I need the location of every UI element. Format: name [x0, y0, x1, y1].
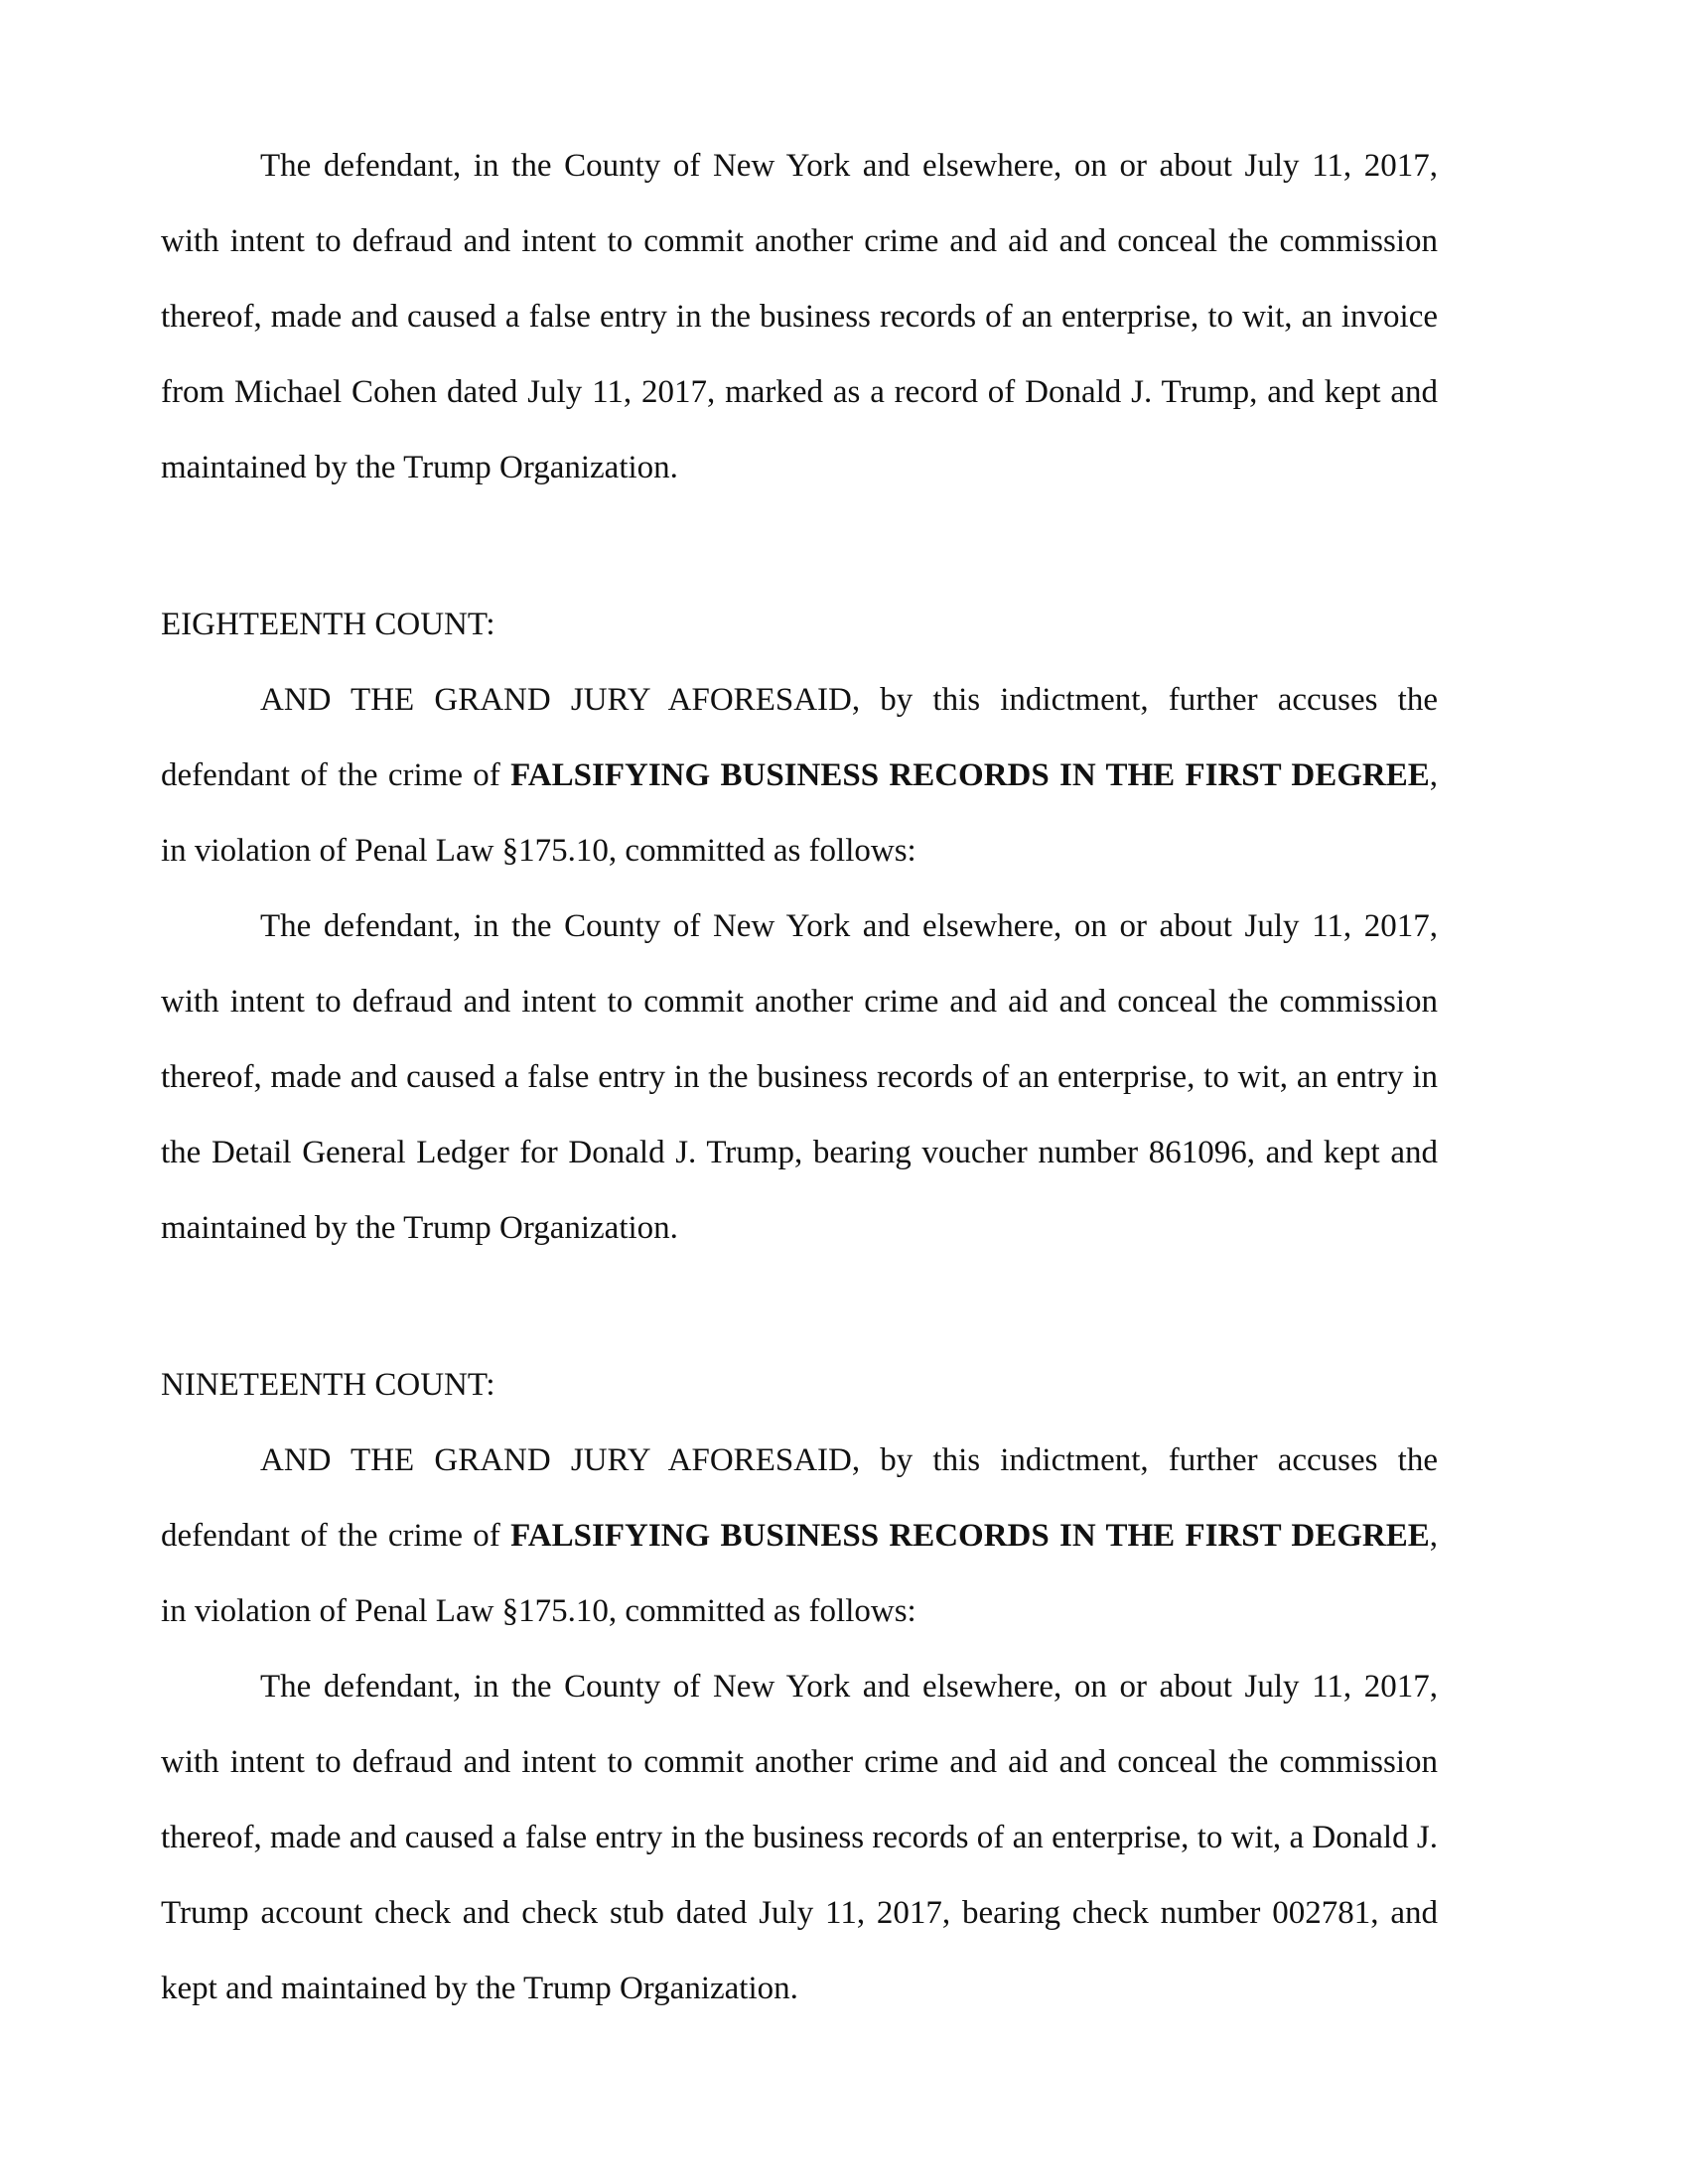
nineteenth-count-details-paragraph: The defendant, in the County of New York and elsewhere, on or about July 11, 2017, with intent to defraud and intent to commit another crime and aid and conceal the commission thereof, made and caused a false entry in the business records of an enterprise, to wit, a Donald J. Trump account check and check stub dated July 11, 2017, bearing check number 002781, and kept and maintained by the Trump Organization. [161, 1669, 1438, 2006]
nineteenth-count-heading: NINETEENTH COUNT: [161, 1367, 495, 1403]
accusation-text-after: , in violation of Penal Law §175.10, committed as follows: [161, 757, 1438, 869]
crime-name: FALSIFYING BUSINESS RECORDS IN THE FIRST DEGREE [510, 757, 1430, 793]
eighteenth-count-details-paragraph: The defendant, in the County of New York and elsewhere, on or about July 11, 2017, with intent to defraud and intent to commit another crime and aid and conceal the commission thereof, made and caused a false entry in the business records of an enterprise, to wit, an entry in the Detail General Ledger for Donald J. Trump, bearing voucher number 861096, and kept and maintained by the Trump Organization. [161, 908, 1438, 1246]
document-page [161, 128, 1438, 2026]
crime-name: FALSIFYING BUSINESS RECORDS IN THE FIRST DEGREE [510, 1518, 1430, 1554]
accusation-text-after: , in violation of Penal Law §175.10, committed as follows: [161, 1518, 1438, 1629]
seventeenth-count-details-paragraph: The defendant, in the County of New York and elsewhere, on or about July 11, 2017, with intent to defraud and intent to commit another crime and aid and conceal the commission thereof, made and caused a false entry in the business records of an enterprise, to wit, an invoice from Michael Cohen dated July 11, 2017, marked as a record of Donald J. Trump, and kept and maintained by the Trump Organization. [161, 148, 1438, 485]
accusation-text-before: AND THE GRAND JURY AFORESAID, by this indictment, further accuses the defendant of the crime of [161, 1442, 1438, 1554]
eighteenth-count-heading: EIGHTEENTH COUNT: [161, 607, 495, 642]
nineteenth-count-accusation-paragraph [161, 1423, 1438, 1649]
accusation-text-before: AND THE GRAND JURY AFORESAID, by this indictment, further accuses the defendant of the crime of [161, 682, 1438, 793]
eighteenth-count-accusation-paragraph [161, 662, 1438, 888]
